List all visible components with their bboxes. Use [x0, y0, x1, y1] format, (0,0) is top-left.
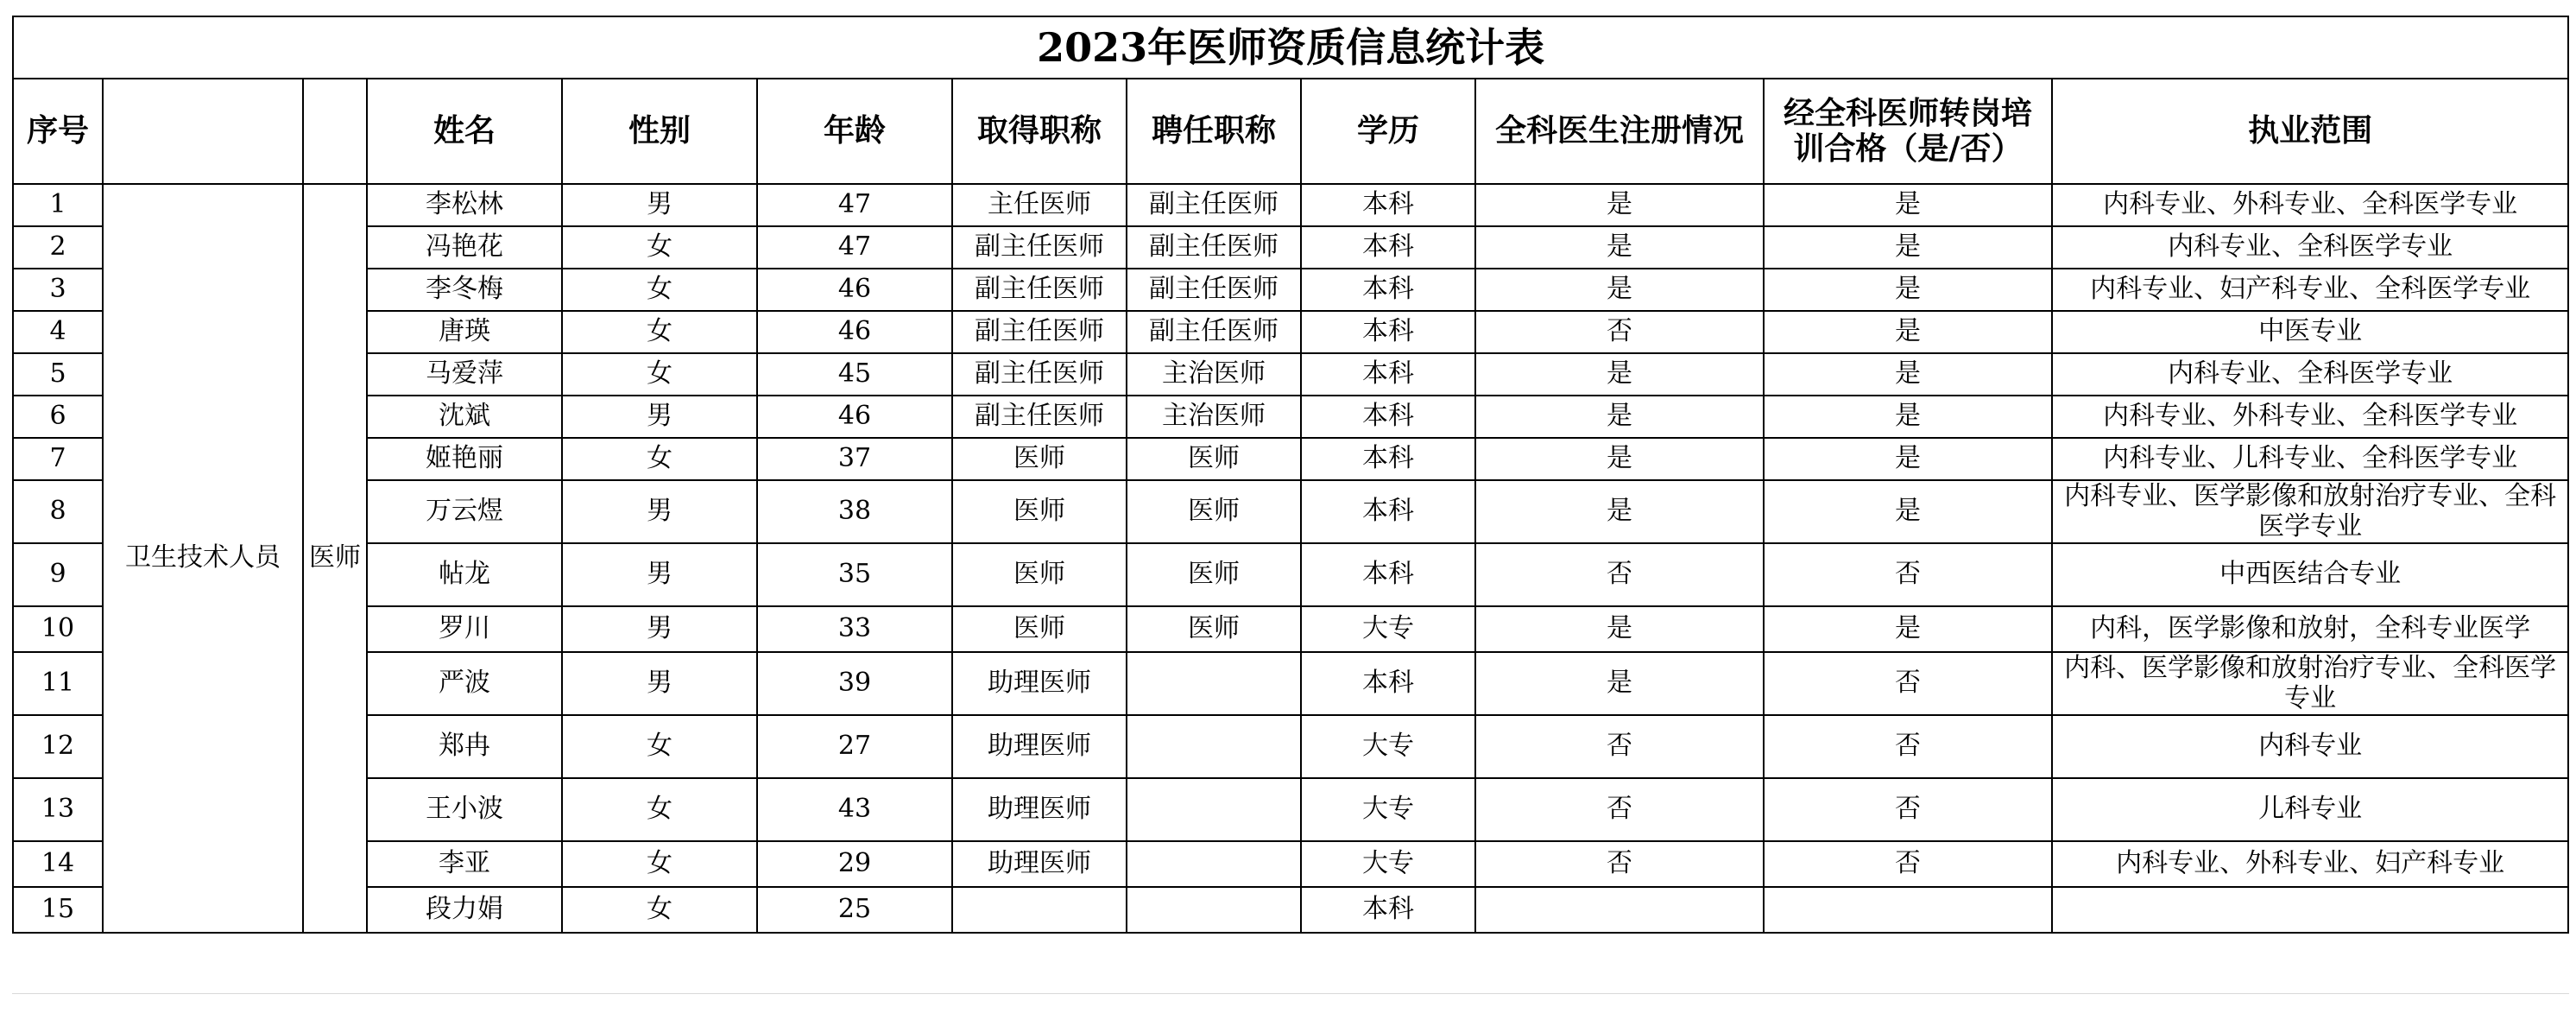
row-practice-scope: 内科专业、医学影像和放射治疗专业、全科医学专业 — [2052, 480, 2568, 543]
row-appointed-title: 医师 — [1127, 543, 1301, 606]
header-seq: 序号 — [13, 79, 103, 184]
row-name: 罗川 — [367, 606, 562, 652]
row-obtained-title: 助理医师 — [952, 841, 1127, 887]
header-education: 学历 — [1301, 79, 1475, 184]
row-appointed-title: 主治医师 — [1127, 353, 1301, 396]
row-age: 29 — [757, 841, 952, 887]
row-appointed-title: 副主任医师 — [1127, 184, 1301, 226]
row-appointed-title: 副主任医师 — [1127, 226, 1301, 269]
row-obtained-title: 副主任医师 — [952, 311, 1127, 353]
header-age: 年龄 — [757, 79, 952, 184]
row-seq: 2 — [13, 226, 103, 269]
row-appointed-title: 副主任医师 — [1127, 269, 1301, 311]
row-gender: 男 — [562, 396, 757, 438]
row-age: 38 — [757, 480, 952, 543]
row-appointed-title: 副主任医师 — [1127, 311, 1301, 353]
row-name: 郑冉 — [367, 715, 562, 778]
row-gp-registration: 否 — [1475, 841, 1764, 887]
row-name: 姬艳丽 — [367, 438, 562, 480]
row-practice-scope: 内科专业、全科医学专业 — [2052, 226, 2568, 269]
table-body — [13, 184, 2568, 933]
row-name: 冯艳花 — [367, 226, 562, 269]
row-name: 帖龙 — [367, 543, 562, 606]
row-gender: 女 — [562, 778, 757, 841]
header-gp-training: 经全科医师转岗培训合格（是/否） — [1764, 79, 2052, 184]
row-education: 本科 — [1301, 269, 1475, 311]
row-seq: 7 — [13, 438, 103, 480]
row-gp-training: 否 — [1764, 543, 2052, 606]
row-gender: 男 — [562, 184, 757, 226]
statistics-table — [12, 16, 2569, 934]
table-row — [13, 778, 2568, 841]
row-gp-registration: 是 — [1475, 353, 1764, 396]
row-age: 47 — [757, 226, 952, 269]
row-gp-training: 是 — [1764, 184, 2052, 226]
row-gp-training: 是 — [1764, 311, 2052, 353]
table-row — [13, 543, 2568, 606]
row-gp-training: 是 — [1764, 438, 2052, 480]
row-seq: 14 — [13, 841, 103, 887]
row-obtained-title: 副主任医师 — [952, 226, 1127, 269]
row-gp-training: 否 — [1764, 841, 2052, 887]
row-practice-scope: 儿科专业 — [2052, 778, 2568, 841]
row-appointed-title: 医师 — [1127, 438, 1301, 480]
row-education: 本科 — [1301, 184, 1475, 226]
row-obtained-title: 副主任医师 — [952, 396, 1127, 438]
row-seq: 8 — [13, 480, 103, 543]
header-practice-scope: 执业范围 — [2052, 79, 2568, 184]
row-practice-scope: 中西医结合专业 — [2052, 543, 2568, 606]
row-gp-training: 是 — [1764, 353, 2052, 396]
row-gp-registration: 是 — [1475, 480, 1764, 543]
row-practice-scope: 内科，医学影像和放射，全科专业医学 — [2052, 606, 2568, 652]
row-practice-scope: 内科专业、儿科专业、全科医学专业 — [2052, 438, 2568, 480]
row-name: 沈斌 — [367, 396, 562, 438]
row-gp-registration: 否 — [1475, 543, 1764, 606]
row-gp-training: 是 — [1764, 226, 2052, 269]
row-seq: 1 — [13, 184, 103, 226]
header-name: 姓名 — [367, 79, 562, 184]
row-obtained-title: 医师 — [952, 438, 1127, 480]
row-gp-training: 是 — [1764, 269, 2052, 311]
header-obtained-title: 取得职称 — [952, 79, 1127, 184]
row-gp-registration: 否 — [1475, 715, 1764, 778]
row-gp-training: 否 — [1764, 652, 2052, 715]
row-age: 46 — [757, 269, 952, 311]
row-practice-scope: 内科专业、外科专业、全科医学专业 — [2052, 396, 2568, 438]
row-gender: 女 — [562, 438, 757, 480]
row-name: 马爱萍 — [367, 353, 562, 396]
table-row — [13, 353, 2568, 396]
table-row — [13, 841, 2568, 887]
row-age: 45 — [757, 353, 952, 396]
row-education: 本科 — [1301, 353, 1475, 396]
row-obtained-title — [952, 887, 1127, 933]
row-gender: 男 — [562, 652, 757, 715]
table-row — [13, 887, 2568, 933]
table-row — [13, 226, 2568, 269]
row-name: 段力娟 — [367, 887, 562, 933]
row-seq: 13 — [13, 778, 103, 841]
table-row — [13, 606, 2568, 652]
row-gp-registration: 是 — [1475, 226, 1764, 269]
row-gp-registration: 是 — [1475, 652, 1764, 715]
row-name: 万云煜 — [367, 480, 562, 543]
row-age: 47 — [757, 184, 952, 226]
row-gender: 女 — [562, 311, 757, 353]
row-gender: 男 — [562, 480, 757, 543]
row-education: 本科 — [1301, 652, 1475, 715]
row-education: 大专 — [1301, 606, 1475, 652]
row-gp-registration: 是 — [1475, 269, 1764, 311]
row-name: 严波 — [367, 652, 562, 715]
row-gp-training: 是 — [1764, 480, 2052, 543]
row-gp-registration: 是 — [1475, 396, 1764, 438]
table-row — [13, 438, 2568, 480]
row-education: 本科 — [1301, 480, 1475, 543]
table-row — [13, 652, 2568, 715]
header-row — [13, 79, 2568, 184]
row-gp-training: 否 — [1764, 715, 2052, 778]
row-practice-scope — [2052, 887, 2568, 933]
row-seq: 9 — [13, 543, 103, 606]
row-seq: 5 — [13, 353, 103, 396]
row-practice-scope: 内科专业、外科专业、妇产科专业 — [2052, 841, 2568, 887]
row-age: 27 — [757, 715, 952, 778]
row-appointed-title — [1127, 652, 1301, 715]
header-gp-registration: 全科医生注册情况 — [1475, 79, 1764, 184]
row-obtained-title: 副主任医师 — [952, 353, 1127, 396]
row-gp-registration: 否 — [1475, 778, 1764, 841]
row-gender: 女 — [562, 715, 757, 778]
row-practice-scope: 内科专业 — [2052, 715, 2568, 778]
row-appointed-title — [1127, 887, 1301, 933]
row-gp-registration: 是 — [1475, 438, 1764, 480]
row-practice-scope: 内科专业、妇产科专业、全科医学专业 — [2052, 269, 2568, 311]
row-age: 43 — [757, 778, 952, 841]
group-role-cell: 医师 — [303, 184, 367, 933]
row-gender: 女 — [562, 841, 757, 887]
table-row — [13, 269, 2568, 311]
row-seq: 12 — [13, 715, 103, 778]
table-row — [13, 715, 2568, 778]
row-education: 大专 — [1301, 778, 1475, 841]
row-obtained-title: 助理医师 — [952, 715, 1127, 778]
row-obtained-title: 副主任医师 — [952, 269, 1127, 311]
row-obtained-title: 助理医师 — [952, 778, 1127, 841]
header-gender: 性别 — [562, 79, 757, 184]
row-age: 46 — [757, 311, 952, 353]
row-seq: 11 — [13, 652, 103, 715]
row-appointed-title: 主治医师 — [1127, 396, 1301, 438]
row-gp-registration — [1475, 887, 1764, 933]
row-obtained-title: 医师 — [952, 606, 1127, 652]
row-seq: 15 — [13, 887, 103, 933]
header-blank-category — [103, 79, 303, 184]
row-seq: 4 — [13, 311, 103, 353]
row-name: 李松林 — [367, 184, 562, 226]
row-education: 本科 — [1301, 396, 1475, 438]
row-gender: 男 — [562, 543, 757, 606]
row-age: 46 — [757, 396, 952, 438]
header-appointed-title: 聘任职称 — [1127, 79, 1301, 184]
row-appointed-title — [1127, 841, 1301, 887]
table-row — [13, 184, 2568, 226]
row-gp-registration: 是 — [1475, 606, 1764, 652]
row-practice-scope: 中医专业 — [2052, 311, 2568, 353]
row-age: 35 — [757, 543, 952, 606]
row-age: 25 — [757, 887, 952, 933]
row-practice-scope: 内科专业、外科专业、全科医学专业 — [2052, 184, 2568, 226]
row-gp-training — [1764, 887, 2052, 933]
row-name: 王小波 — [367, 778, 562, 841]
sheet-gridline — [12, 993, 2569, 994]
row-gp-training: 否 — [1764, 778, 2052, 841]
row-education: 本科 — [1301, 543, 1475, 606]
row-gender: 男 — [562, 606, 757, 652]
row-gender: 女 — [562, 226, 757, 269]
row-education: 本科 — [1301, 438, 1475, 480]
row-gp-registration: 是 — [1475, 184, 1764, 226]
row-seq: 3 — [13, 269, 103, 311]
row-obtained-title: 医师 — [952, 480, 1127, 543]
header-blank-role — [303, 79, 367, 184]
row-name: 李冬梅 — [367, 269, 562, 311]
row-obtained-title: 助理医师 — [952, 652, 1127, 715]
row-seq: 6 — [13, 396, 103, 438]
row-seq: 10 — [13, 606, 103, 652]
row-gp-training: 是 — [1764, 396, 2052, 438]
row-appointed-title — [1127, 778, 1301, 841]
row-gender: 女 — [562, 887, 757, 933]
row-practice-scope: 内科专业、全科医学专业 — [2052, 353, 2568, 396]
row-gender: 女 — [562, 353, 757, 396]
table-row — [13, 480, 2568, 543]
group-category-cell: 卫生技术人员 — [103, 184, 303, 933]
row-name: 李亚 — [367, 841, 562, 887]
row-gp-registration: 否 — [1475, 311, 1764, 353]
row-education: 大专 — [1301, 715, 1475, 778]
row-age: 39 — [757, 652, 952, 715]
row-gender: 女 — [562, 269, 757, 311]
row-appointed-title: 医师 — [1127, 606, 1301, 652]
row-name: 唐瑛 — [367, 311, 562, 353]
row-age: 33 — [757, 606, 952, 652]
row-education: 本科 — [1301, 887, 1475, 933]
table-row — [13, 311, 2568, 353]
row-appointed-title — [1127, 715, 1301, 778]
row-obtained-title: 医师 — [952, 543, 1127, 606]
table-row — [13, 396, 2568, 438]
table-title: 2023年医师资质信息统计表 — [13, 16, 2568, 79]
row-appointed-title: 医师 — [1127, 480, 1301, 543]
row-education: 本科 — [1301, 226, 1475, 269]
row-gp-training: 是 — [1764, 606, 2052, 652]
row-obtained-title: 主任医师 — [952, 184, 1127, 226]
row-practice-scope: 内科、医学影像和放射治疗专业、全科医学专业 — [2052, 652, 2568, 715]
row-education: 大专 — [1301, 841, 1475, 887]
row-age: 37 — [757, 438, 952, 480]
row-education: 本科 — [1301, 311, 1475, 353]
